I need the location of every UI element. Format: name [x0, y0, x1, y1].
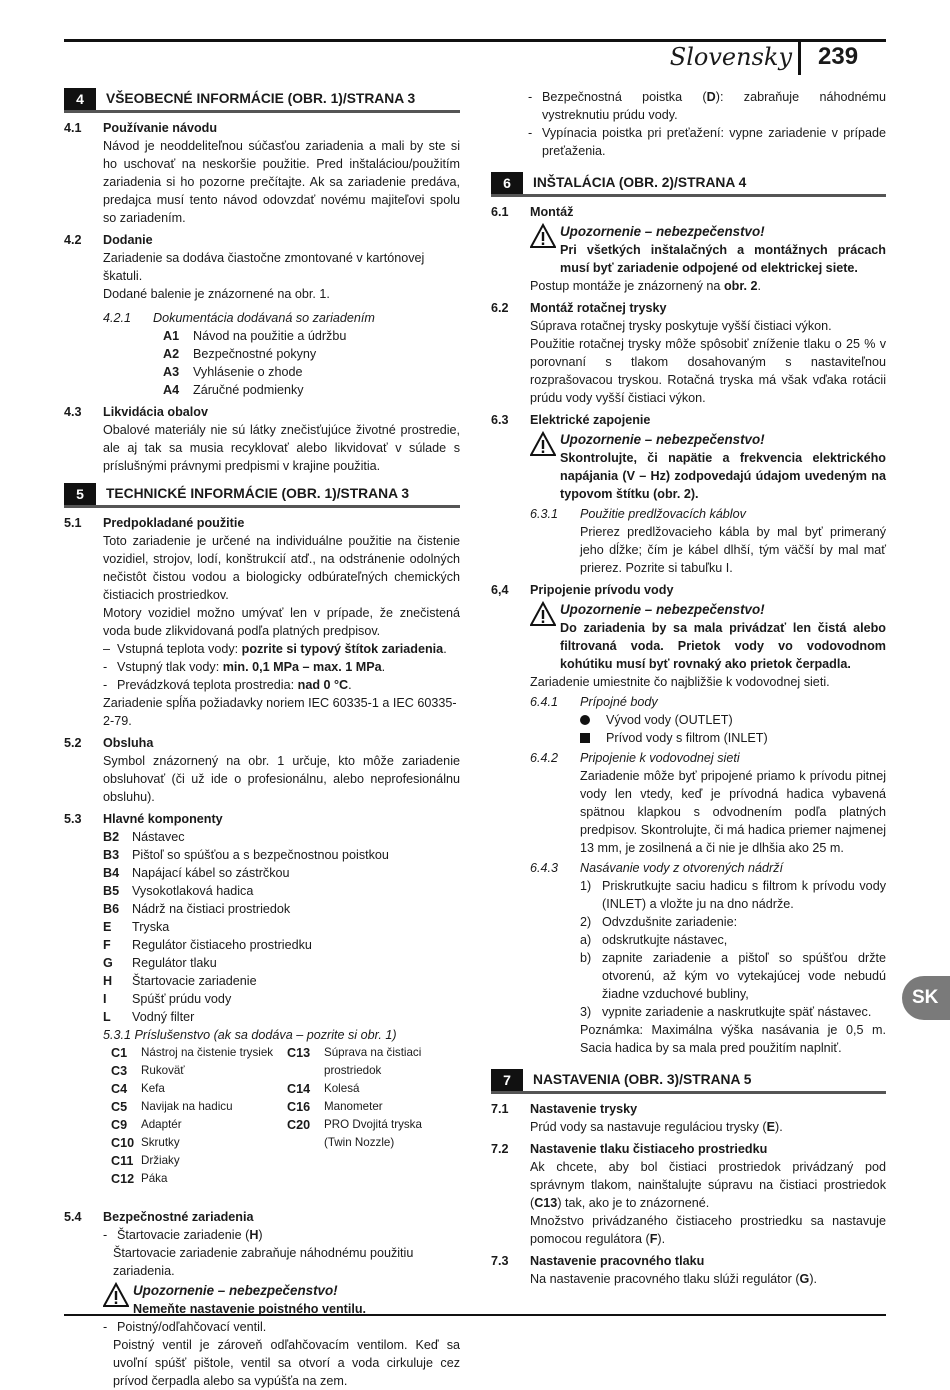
item-code: E [766, 1120, 776, 1134]
accessory-item [111, 1080, 287, 1098]
item-code: H [249, 1228, 259, 1242]
subsection-4-2 [64, 231, 460, 249]
header-rule [64, 39, 886, 42]
item-code: A2 [163, 347, 180, 361]
item-code: A4 [163, 383, 180, 397]
accessory-label: Adaptér [141, 1118, 182, 1131]
header-language: Slovensky [669, 43, 792, 71]
accessory-label: Nástroj na čistenie trysiek [141, 1046, 274, 1059]
step-text: zapnite zariadenie a pištoľ so spúšťou držte otvorenú, až kým vo vytekajúcej vode nebudú žiadne vzduchové bubliny, [602, 951, 886, 1001]
punct: . [381, 660, 386, 674]
accessory-item [111, 1098, 287, 1116]
accessory-label: Manometer [324, 1100, 383, 1113]
accessory-code: C13 [287, 1046, 311, 1060]
punct: ) [258, 1228, 263, 1242]
component-code: H [103, 974, 113, 988]
accessory-label: Navijak na hadicu [141, 1100, 233, 1113]
accessory-label: Skrutky [141, 1136, 180, 1149]
subsection-7-1 [491, 1100, 886, 1118]
subsection-title: Nastavenie trysky [530, 1102, 638, 1116]
component-code: E [103, 920, 112, 934]
accessory-item [111, 1116, 287, 1134]
warning-text: Nemeňte nastavenie poistného ventilu. [133, 1302, 367, 1316]
accessory-code: C9 [111, 1118, 128, 1132]
paragraph: Dodané balenie je znázornené na obr. 1. [103, 287, 330, 301]
components-list [64, 828, 460, 1026]
step-marker: b) [580, 951, 592, 965]
component-label: Regulátor tlaku [132, 956, 217, 970]
subsection-4-1 [64, 119, 460, 137]
subsubsection-number: 6.4.3 [530, 861, 559, 875]
accessory-item [111, 1044, 287, 1062]
paragraph: Prierez predlžovacieho kábla by mal byť primeraný jeho dĺžke; čím je kábel dlhší, tým väčší by mal mať prierez. Pozrite si tabuľku I. [580, 525, 886, 575]
subsection-title: Montáž [530, 205, 574, 219]
dash: - [103, 678, 108, 692]
note: Poznámka: Maximálna výška nasávania je 0,5 m. Sacia hadica by sa mala pred použitím naplniť. [580, 1023, 886, 1055]
accessory-label: Kolesá [324, 1082, 360, 1095]
accessories-title: 5.3.1 Príslušenstvo (ak sa dodáva – pozrite si obr. 1) [103, 1028, 397, 1042]
paragraph: Obalové materiály nie sú látky znečisťujúce životné prostredie, ale aj tak sa musia recyklovať alebo likvidovať v súlade s príslušnými právnymi predpismi v krajine použitia. [103, 423, 460, 473]
subsection-title: Bezpečnostné zariadenia [103, 1210, 254, 1224]
step-text: vypnite zariadenie a naskrutkujte späť nástavec. [602, 1005, 872, 1019]
documentation-list [64, 327, 460, 399]
item-text: Vypínacia poistka pri preťažení: vypne zariadenie v prípade preťaženia. [542, 126, 886, 158]
spec-value: nad 0 °C [297, 678, 349, 692]
step-text: Priskrutkujte saciu hadicu s filtrom k prívodu vody (INLET) a vložte ju na dno nádrže. [602, 879, 886, 911]
steps-list [491, 877, 886, 1021]
punct: ). [809, 1272, 818, 1286]
subsection-number: 5.2 [64, 736, 82, 750]
circle-bullet-icon [580, 715, 590, 725]
subsection-title: Obsluha [103, 736, 154, 750]
accessory-code: C16 [287, 1100, 311, 1114]
punct: ). [657, 1232, 666, 1246]
subsection-number: 6,4 [491, 583, 509, 597]
subsection-title: Pripojenie prívodu vody [530, 583, 674, 597]
item-code: C13 [534, 1196, 558, 1210]
paragraph: Zariadenie spĺňa požiadavky noriem IEC 60335-1 a IEC 60335-2-79. [103, 696, 457, 728]
component-label: Štartovacie zariadenie [132, 974, 257, 988]
item-label: Vyhlásenie o zhode [193, 365, 303, 379]
component-code: B5 [103, 884, 120, 898]
text: Množstvo privádzaného čistiaceho prostriedku sa nastavuje pomocou regulátora ( [530, 1214, 886, 1246]
paragraph [491, 1270, 886, 1288]
paragraph: Motory vozidiel možno umývať len v prípade, že znečistená voda bude zlikvidovaná podľa platných predpisov. [103, 606, 460, 638]
accessory-item [111, 1152, 287, 1170]
subsection-number: 5.1 [64, 516, 82, 530]
subsection-number: 7.3 [491, 1254, 509, 1268]
subsubsection-title: Prípojné body [580, 695, 658, 709]
subsection-5-4 [64, 1208, 460, 1226]
subsubsection-number: 6.4.2 [530, 751, 559, 765]
subsection-title: Likvidácia obalov [103, 405, 208, 419]
subsubsection-4-2-1 [64, 309, 460, 327]
subsection-number: 7.1 [491, 1102, 509, 1116]
warning-box [103, 1282, 460, 1318]
figure-ref: obr. 2 [723, 279, 758, 293]
paragraph [491, 1158, 886, 1212]
subsubsection-number: 6.4.1 [530, 695, 559, 709]
item-text: ): zabraňuje náhodnému vystreknutiu prúdu vody. [542, 90, 886, 122]
accessory-label: Držiaky [141, 1154, 180, 1167]
subsubsection-6-4-1 [491, 693, 886, 711]
item-code: D [706, 90, 716, 104]
subsection-number: 6.1 [491, 205, 509, 219]
dash: - [528, 126, 533, 140]
spec-value: min. 0,1 MPa – max. 1 MPa [222, 660, 382, 674]
component-label: Vysokotlaková hadica [132, 884, 254, 898]
outlet-label: Vývod vody (OUTLET) [606, 713, 733, 727]
right-column [491, 88, 886, 1288]
paragraph: Návod je neoddeliteľnou súčasťou zariadenia a mali by ste si ho uschovať na neskoršie použitie. Pred inštaláciou/použitím zariadenia si ho pozorne prečítajte. Ak sa zariadenie predáva, predajca musí tento návod odovzdať novému majiteľovi spolu so zariadením. [103, 139, 460, 225]
subsection-7-3 [491, 1252, 886, 1270]
subsection-title: Nastavenie pracovného tlaku [530, 1254, 705, 1268]
component-item [64, 1008, 460, 1026]
step-item [491, 931, 886, 949]
spec-label: Vstupný tlak vody: [117, 660, 223, 674]
accessory-label: Páka [141, 1172, 168, 1185]
dash: - [528, 90, 533, 104]
item-label: Štartovacie zariadenie ( [117, 1228, 250, 1242]
paragraph: Toto zariadenie je určené na individuálne použitie na čistenie vozidiel, strojov, lodí, konštrukcií atď., na odstránenie odolných nečistôt čistou vodou a biologicky odbúrateľných chemických čistiacich prostriedkov. [103, 534, 460, 602]
safety-item [64, 1226, 460, 1390]
subsection-number: 5.4 [64, 1210, 82, 1224]
inlet-row [491, 729, 886, 747]
component-code: I [103, 992, 107, 1006]
subsection-4-3 [64, 403, 460, 421]
item-label: Bezpečnostné pokyny [193, 347, 317, 361]
outlet-row [491, 711, 886, 729]
accessories-grid [64, 1044, 460, 1188]
dash: – [103, 642, 111, 656]
step-item [491, 949, 886, 1003]
component-code: F [103, 938, 111, 952]
subsection-title: Montáž rotačnej trysky [530, 301, 667, 315]
warning-icon [530, 601, 560, 673]
step-marker: 3) [580, 1005, 592, 1019]
accessory-code: C3 [111, 1064, 128, 1078]
section-6-heading [491, 172, 886, 197]
accessory-code: C4 [111, 1082, 128, 1096]
page-number: 239 [818, 43, 859, 70]
warning-title: Upozornenie – nebezpečenstvo! [133, 1283, 338, 1298]
list-item [528, 88, 886, 124]
item-code: F [649, 1232, 658, 1246]
step-item [491, 1003, 886, 1021]
paragraph: Zariadenie umiestnite čo najbližšie k vodovodnej sieti. [530, 675, 830, 689]
component-item [64, 864, 460, 882]
section-number: 4 [64, 88, 96, 110]
paragraph: Poistný ventil je zároveň odľahčovacím ventilom. Keď sa uvoľní spúšť pištole, ventil sa otvorí a voda cirkuluje cez prívod čerpadla alebo sa vypúšťa na zem. [113, 1338, 460, 1388]
accessory-label: Rukoväť [141, 1064, 185, 1077]
subsection-number: 4.2 [64, 233, 82, 247]
subsection-number: 7.2 [491, 1142, 509, 1156]
component-code: G [103, 956, 113, 970]
accessory-code: C1 [111, 1046, 128, 1060]
continued-list [491, 88, 886, 160]
text: Postup montáže je znázornený na [530, 279, 724, 293]
component-item [64, 882, 460, 900]
section-title: INŠTALÁCIA (OBR. 2)/STRANA 4 [523, 172, 746, 194]
accessories-right [287, 1044, 424, 1188]
component-label: Pištoľ so spúšťou a s bezpečnostnou poistkou [132, 848, 389, 862]
accessory-code: C11 [111, 1154, 134, 1168]
dash: - [103, 1228, 108, 1242]
subsection-title: Hlavné komponenty [103, 812, 223, 826]
component-item [64, 900, 460, 918]
component-item [64, 936, 460, 954]
accessory-item [287, 1116, 424, 1152]
subsection-number: 5.3 [64, 812, 82, 826]
spec-line [64, 676, 460, 694]
header-divider [798, 41, 801, 75]
subsection-7-2 [491, 1140, 886, 1158]
component-code: B4 [103, 866, 120, 880]
subsection-5-3 [64, 810, 460, 828]
square-bullet-icon [580, 733, 590, 743]
warning-box [491, 431, 886, 503]
subsubsection-6-3-1 [491, 505, 886, 523]
accessory-item [287, 1080, 424, 1098]
accessory-item [287, 1044, 424, 1080]
accessory-label: Súprava na čistiaci prostriedok [324, 1046, 422, 1077]
warning-box [491, 223, 886, 277]
subsubsection-title: Pripojenie k vodovodnej sieti [580, 751, 740, 765]
paragraph [491, 1118, 886, 1136]
paragraph: Zariadenie môže byť pripojené priamo k prívodu pitnej vody len vtedy, keď je prívodná hadica vybavená spätnou klapkou s odvodnením podľa platných predpisov. Skontrolujte, či má hadica priemer najmenej 13 mm, je zosilnená a či nie je dlhšia ako 25 m. [580, 769, 886, 855]
warning-text: Pri všetkých inštalačných a montážnych prácach musí byť zariadenie odpojené od elektrickej siete. [560, 243, 886, 275]
component-label: Tryska [132, 920, 170, 934]
section-number: 6 [491, 172, 523, 194]
subsection-number: 6.2 [491, 301, 509, 315]
subsection-number: 4.1 [64, 121, 82, 135]
subsection-title: Nastavenie tlaku čistiaceho prostriedku [530, 1142, 768, 1156]
documentation-item [74, 381, 460, 399]
warning-text: Skontrolujte, či napätie a frekvencia elektrického napájania (V – Hz) zodpovedajú údajom uvedeným na typovom štítku (obr. 2). [560, 451, 886, 501]
punct: . [348, 678, 352, 692]
spec-line [64, 658, 460, 676]
paragraph [491, 1212, 886, 1248]
subsubsection-title: Nasávanie vody z otvorených nádrží [580, 861, 784, 875]
warning-icon [103, 1282, 133, 1318]
list-item [528, 124, 886, 160]
accessory-code: C5 [111, 1100, 128, 1114]
language-tab: SK [902, 976, 950, 1020]
left-column [64, 88, 460, 1390]
component-item [64, 990, 460, 1008]
subsection-title: Elektrické zapojenie [530, 413, 651, 427]
warning-title: Upozornenie – nebezpečenstvo! [560, 602, 765, 617]
subsubsection-number: 6.3.1 [530, 507, 559, 521]
component-label: Napájací kábel so zástrčkou [132, 866, 290, 880]
section-5-heading [64, 483, 460, 508]
text: ) tak, ako je to znázornené. [557, 1196, 710, 1210]
accessory-item [111, 1170, 287, 1188]
step-marker: 1) [580, 879, 592, 893]
subsection-5-1 [64, 514, 460, 532]
paragraph: Zariadenie sa dodáva čiastočne zmontované v kartónovej škatuli. [103, 251, 425, 283]
item-text: Bezpečnostná poistka ( [542, 90, 707, 104]
warning-title: Upozornenie – nebezpečenstvo! [560, 432, 765, 447]
subsection-5-2 [64, 734, 460, 752]
text: Ak chcete, aby bol čistiaci prostriedok privádzaný pod správnym tlakom, nainštalujte súpravu na čistiaci prostriedok ( [530, 1160, 886, 1210]
warning-text: Do zariadenia by sa mala privádzať len čistá alebo filtrovaná voda. Prietok vody vo vodovodnom kohútiku musí byť rovnaký ako prietok čerpadla. [560, 621, 886, 671]
text: Na nastavenie pracovného tlaku slúži regulátor ( [530, 1272, 800, 1286]
subsection-6-3 [491, 411, 886, 429]
subsection-title: Predpokladané použitie [103, 516, 245, 530]
component-code: B6 [103, 902, 120, 916]
section-title: VŠEOBECNÉ INFORMÁCIE (OBR. 1)/STRANA 3 [96, 88, 415, 110]
step-marker: 2) [580, 915, 592, 929]
punct: ). [775, 1120, 783, 1134]
accessory-code: C14 [287, 1082, 311, 1096]
dash: - [103, 660, 108, 674]
paragraph: Štartovacie zariadenie zabraňuje náhodnému použitiu zariadenia. [113, 1246, 414, 1278]
component-item [64, 972, 460, 990]
subsection-title: Dodanie [103, 233, 153, 247]
subsection-6-2 [491, 299, 886, 317]
component-label: Spúšť prúdu vody [132, 992, 232, 1006]
documentation-item [74, 327, 460, 345]
subsubsection-number: 4.2.1 [103, 311, 132, 325]
warning-icon [530, 431, 560, 503]
accessory-item [111, 1134, 287, 1152]
subsubsection-6-4-3 [491, 859, 886, 877]
accessory-code: C10 [111, 1136, 135, 1150]
text: Prúd vody sa nastavuje reguláciou trysky ( [530, 1120, 767, 1134]
component-label: Nádrž na čistiaci prostriedok [132, 902, 291, 916]
component-item [64, 828, 460, 846]
punct: . [443, 642, 447, 656]
accessory-code: C20 [287, 1118, 311, 1132]
accessory-item [111, 1062, 287, 1080]
item-label: Záručné podmienky [193, 383, 304, 397]
item-code: G [799, 1272, 810, 1286]
subsection-6-4 [491, 581, 886, 599]
subsubsection-6-4-2 [491, 749, 886, 767]
section-number: 5 [64, 483, 96, 505]
warning-title: Upozornenie – nebezpečenstvo! [560, 224, 765, 239]
section-title: NASTAVENIA (OBR. 3)/STRANA 5 [523, 1069, 751, 1091]
component-label: Vodný filter [132, 1010, 195, 1024]
punct: . [757, 279, 762, 293]
section-number: 7 [491, 1069, 523, 1091]
step-marker: a) [580, 933, 592, 947]
item-label: Poistný/odľahčovací ventil. [117, 1320, 267, 1334]
accessories-left [111, 1044, 287, 1188]
subsection-number: 6.3 [491, 413, 509, 427]
warning-icon [530, 223, 560, 277]
dash: - [103, 1320, 108, 1334]
component-code: B2 [103, 830, 120, 844]
safety-item-line [103, 1226, 460, 1244]
component-item [64, 954, 460, 972]
spec-line [64, 640, 460, 658]
inlet-label: Prívod vody s filtrom (INLET) [606, 731, 768, 745]
paragraph [491, 277, 886, 295]
subsubsection-title: Použitie predlžovacích káblov [580, 507, 746, 521]
subsection-title: Používanie návodu [103, 121, 218, 135]
spec-label: Vstupná teplota vody: [117, 642, 242, 656]
item-code: A1 [163, 329, 180, 343]
step-item [491, 913, 886, 931]
section-7-heading [491, 1069, 886, 1094]
accessory-label: PRO Dvojitá tryska (Twin Nozzle) [324, 1118, 422, 1149]
component-code: L [103, 1010, 111, 1024]
component-code: B3 [103, 848, 120, 862]
paragraph: Súprava rotačnej trysky poskytuje vyšší čistiaci výkon. [530, 319, 832, 333]
component-item [64, 918, 460, 936]
paragraph: Použitie rotačnej trysky môže spôsobiť zníženie tlaku o 25 % v porovnaní s tlakom dosahovaným s nastaviteľnou rozprašovacou tryskou. Rotačná tryska má však vďaka rotácii prúdu vody vyšší čistiaci výkon. [530, 337, 886, 405]
component-item [64, 846, 460, 864]
documentation-item [74, 345, 460, 363]
step-text: odskrutkujte nástavec, [602, 933, 728, 947]
accessory-label: Kefa [141, 1082, 165, 1095]
item-code: A3 [163, 365, 180, 379]
section-4-heading [64, 88, 460, 113]
accessory-code: C12 [111, 1172, 135, 1186]
subsubsection-title: Dokumentácia dodávaná so zariadením [153, 311, 375, 325]
warning-box [491, 601, 886, 673]
subsection-6-1 [491, 203, 886, 221]
paragraph: Symbol znázornený na obr. 1 určuje, kto môže zariadenie obsluhovať (či už ide o profesionálnu, alebo neprofesionálnu obsluhu). [103, 754, 460, 804]
section-title: TECHNICKÉ INFORMÁCIE (OBR. 1)/STRANA 3 [96, 483, 409, 505]
spec-value: pozrite si typový štítok zariadenia [241, 642, 444, 656]
documentation-item [74, 363, 460, 381]
safety-item-line [103, 1318, 460, 1336]
component-label: Nástavec [132, 830, 185, 844]
subsection-number: 4.3 [64, 405, 82, 419]
step-text: Odvzdušnite zariadenie: [602, 915, 738, 929]
spec-label: Prevádzková teplota prostredia: [117, 678, 298, 692]
item-label: Návod na použitie a údržbu [193, 329, 347, 343]
accessory-item [287, 1098, 424, 1116]
step-item [491, 877, 886, 913]
component-label: Regulátor čistiaceho prostriedku [132, 938, 312, 952]
